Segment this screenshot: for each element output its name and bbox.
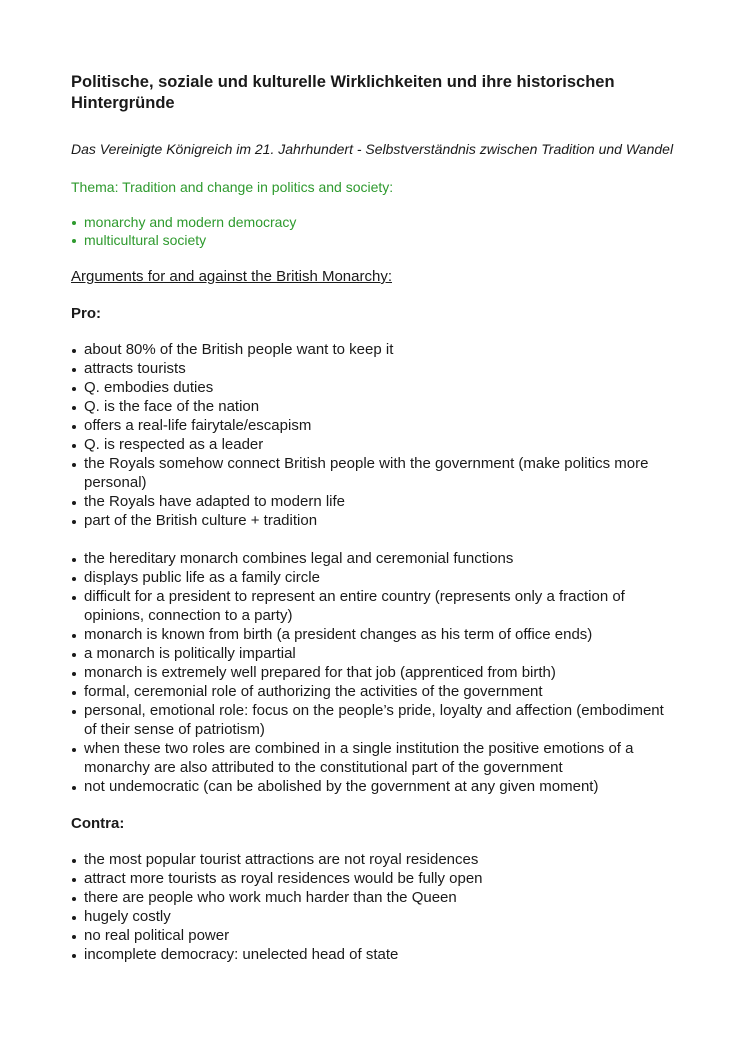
- pro-item: Q. embodies duties: [71, 378, 680, 397]
- thema-line: Thema: Tradition and change in politics and society:: [71, 179, 394, 195]
- pro-label: Pro:: [71, 305, 101, 322]
- pro-item: attracts tourists: [71, 359, 680, 378]
- pro-item: monarch is known from birth (a president changes as his term of office ends): [71, 625, 680, 644]
- contra-item: the most popular tourist attractions are not royal residences: [71, 850, 680, 869]
- pro-item: Q. is the face of the nation: [71, 397, 680, 416]
- pro-item: offers a real-life fairytale/escapism: [71, 416, 680, 435]
- page-title: Politische, soziale und kulturelle Wirklichkeiten und ihre historischen Hintergründe: [71, 73, 615, 112]
- pro-item: when these two roles are combined in a single institution the positive emotions of a monarchy are also attributed to the constitutional part of the government: [71, 739, 680, 777]
- pro-list-1: [71, 340, 680, 530]
- contra-item: attract more tourists as royal residences would be fully open: [71, 869, 680, 888]
- pro-item: Q. is respected as a leader: [71, 435, 680, 454]
- pro-item: the Royals have adapted to modern life: [71, 492, 680, 511]
- pro-item: the Royals somehow connect British people with the government (make politics more personal): [71, 454, 680, 492]
- topic-item: monarchy and modern democracy: [71, 213, 680, 231]
- contra-item: there are people who work much harder than the Queen: [71, 888, 680, 907]
- contra-item: incomplete democracy: unelected head of state: [71, 945, 680, 964]
- pro-item: part of the British culture + tradition: [71, 511, 680, 530]
- contra-label: Contra:: [71, 815, 125, 832]
- pro-item: about 80% of the British people want to keep it: [71, 340, 680, 359]
- contra-list: [71, 850, 680, 964]
- topic-item: multicultural society: [71, 231, 680, 249]
- topics-list: [71, 213, 680, 249]
- pro-item: not undemocratic (can be abolished by the government at any given moment): [71, 777, 680, 796]
- pro-item: difficult for a president to represent an entire country (represents only a fraction of opinions, connection to a party): [71, 587, 680, 625]
- pro-item: formal, ceremonial role of authorizing the activities of the government: [71, 682, 680, 701]
- pro-item: a monarch is politically impartial: [71, 644, 680, 663]
- contra-item: hugely costly: [71, 907, 680, 926]
- pro-list-2: [71, 549, 680, 796]
- pro-item: the hereditary monarch combines legal and ceremonial functions: [71, 549, 680, 568]
- pro-item: personal, emotional role: focus on the people’s pride, loyalty and affection (embodiment of their sense of patriotism): [71, 701, 680, 739]
- section-heading: Arguments for and against the British Monarchy:: [71, 268, 392, 285]
- pro-item: displays public life as a family circle: [71, 568, 680, 587]
- contra-item: no real political power: [71, 926, 680, 945]
- pro-item: monarch is extremely well prepared for that job (apprenticed from birth): [71, 663, 680, 682]
- page-subtitle: Das Vereinigte Königreich im 21. Jahrhundert - Selbstverständnis zwischen Tradition und Wandel: [71, 141, 674, 157]
